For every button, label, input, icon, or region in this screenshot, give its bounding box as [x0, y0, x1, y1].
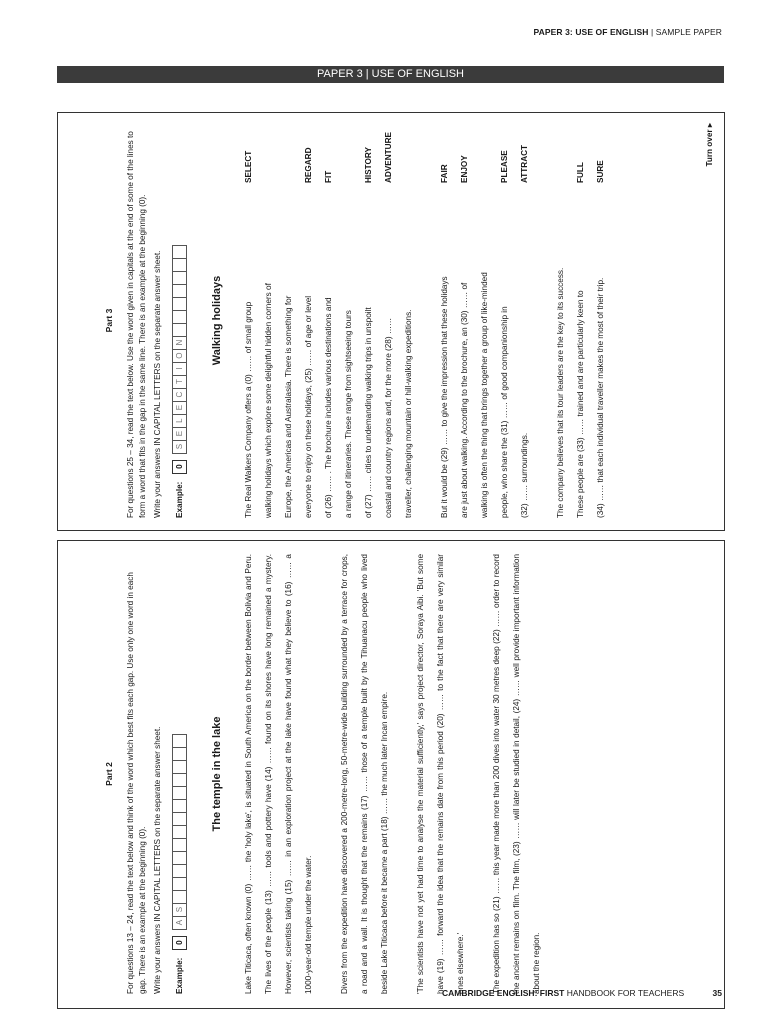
passage-line-text: traveller, challenging mountain or hill-walking expeditions. [404, 309, 413, 518]
passage-line-text: These people are (33) …… trained and are particularly keen to [576, 290, 585, 518]
stem-word: FULL [576, 162, 585, 183]
answer-box [172, 826, 187, 839]
part3-passage-title: Walking holidays [211, 275, 223, 366]
part2-rotated-content [58, 541, 724, 1008]
passage-line [551, 123, 571, 518]
passage-line-text: The Real Walkers Company offers a (0) …… of small group [244, 301, 253, 518]
banner-separator: | [365, 68, 369, 80]
answer-box [172, 298, 187, 311]
answer-box: N [172, 337, 187, 350]
stem-word [475, 123, 495, 183]
footer-brand: CAMBRIDGE ENGLISH: FIRST [442, 988, 565, 998]
stem-word: SELECT [244, 150, 253, 183]
passage-line-text: But it would be (29) …… to give the impression that these holidays [440, 276, 449, 518]
passage-line [455, 123, 475, 518]
part2-paragraph: 'The scientists have not yet had time to analyse the material sufficiently,' says project director, Soraya Aibi. 'But some have (19) …… forward the idea that the remains date from this period (20) …… to the fact that there are very similar ones elsewhere.' [416, 554, 465, 994]
answer-box: A [172, 917, 187, 930]
answer-box: S [172, 904, 187, 917]
part3-passage [239, 123, 611, 518]
part3-rotated-content [58, 113, 724, 530]
part2-example-label: Example: [174, 957, 184, 994]
passage-line-text: everyone to enjoy on these holidays, (25) …… of age or level [304, 295, 313, 518]
answer-box [172, 787, 187, 800]
part3-example-label: Example: [174, 481, 184, 518]
answer-box [172, 748, 187, 761]
stem-word: HISTORY [364, 147, 373, 183]
stem-word: ATTRACT [520, 144, 529, 183]
page-footer [442, 988, 722, 998]
part2-paragraph: Lake Titicaca, often known (0) …… the 'holy lake', is situated in South America on the border between Bolivia and Peru. The lives of the people (13) …… tools and pottery have (14) …… found on its shores have long remained a mystery. However, scientists taking (15) …… in an exploration project at the lake have found what they believe to (16) …… a 1000-year-old temple under the water. [244, 554, 313, 994]
stem-word: SURE [596, 160, 605, 183]
part2-title: Part 2 [104, 762, 114, 786]
passage-line [591, 123, 611, 518]
part3-example-boxes [172, 245, 187, 454]
passage-line-text: coastal and country regions and, for the more (28) …… [384, 317, 393, 518]
header-type: SAMPLE PAPER [655, 27, 722, 37]
stem-word [551, 123, 571, 183]
answer-box [172, 285, 187, 298]
answer-box [172, 734, 187, 748]
answer-box [172, 324, 187, 337]
passage-line [379, 123, 399, 518]
passage-line-text: of (26) …… . The brochure includes various destinations and [324, 297, 333, 518]
paragraph-gap [535, 123, 551, 518]
passage-line-text: walking is often the thing that brings together a group of like-minded [480, 272, 489, 518]
passage-line [239, 123, 259, 518]
running-header [533, 27, 722, 37]
part2-paragraph: The expedition has so (21) …… this year made more than 200 dives into water 30 metres deep (22) …… order to record the ancient remains on film. The film, (23) …… will later be studied in detail, (24) …… well provide important information about the region. [492, 554, 541, 994]
passage-line [359, 123, 379, 518]
passage-line [319, 123, 339, 518]
answer-box [172, 865, 187, 878]
answer-box [172, 245, 187, 259]
answer-box: E [172, 428, 187, 441]
stem-word [339, 123, 359, 183]
passage-line-text: are just about walking. According to the brochure, an (30) …… of [460, 282, 469, 518]
passage-line [475, 123, 495, 518]
passage-line-text: The company believes that its tour leaders are the key to its success. [556, 267, 565, 518]
passage-line [399, 123, 419, 518]
answer-box: S [172, 441, 187, 454]
footer-book: HANDBOOK FOR TEACHERS [566, 988, 685, 998]
answer-box [172, 813, 187, 826]
part2-answer-instructions: Write your answers IN CAPITAL LETTERS on the separate answer sheet. [153, 726, 162, 994]
passage-line [571, 123, 591, 518]
answer-box [172, 839, 187, 852]
passage-line-text: (34) …… that each individual traveller makes the most of their trip. [596, 277, 605, 518]
answer-box [172, 878, 187, 891]
header-paper: PAPER 3: USE OF ENGLISH [533, 27, 649, 37]
part2-page [57, 540, 725, 1009]
passage-line-text: walking holidays which explore some delightful hidden corners of [264, 283, 273, 518]
part2-example-number: 0 [172, 936, 187, 950]
page-number: 35 [712, 988, 722, 998]
passage-line-text: (32) …… surroundings. [520, 432, 529, 518]
part2-example [172, 554, 187, 994]
part3-instructions: For questions 25 – 34, read the text below. Use the word given in capitals at the end of some of the lines to form a word that fits in the gap in the same line. There is an example at the beginning (0). [126, 131, 147, 518]
passage-line-text: a range of itineraries. These range from sightseeing tours [344, 310, 353, 518]
part3-example [172, 123, 187, 518]
answer-box: O [172, 350, 187, 363]
passage-line-text: people, who share the (31) …… of good companionship in [500, 306, 509, 518]
answer-box [172, 852, 187, 865]
answer-box: L [172, 415, 187, 428]
answer-box [172, 311, 187, 324]
part3-example-number: 0 [172, 460, 187, 474]
passage-line [279, 123, 299, 518]
stem-word: REGARD [304, 147, 313, 183]
part2-passage-title: The temple in the lake [211, 716, 223, 832]
passage-line-text: Europe, the Americas and Australasia. There is something for [284, 295, 293, 518]
answer-box: C [172, 389, 187, 402]
banner-right: USE OF ENGLISH [371, 68, 464, 80]
passage-line [435, 123, 455, 518]
answer-box [172, 272, 187, 285]
stem-word: FAIR [440, 164, 449, 183]
part2-example-boxes [172, 734, 187, 930]
passage-line [495, 123, 515, 518]
part3-title: Part 3 [104, 308, 114, 333]
stem-word: ADVENTURE [384, 132, 393, 183]
stem-word: ENJOY [460, 155, 469, 183]
answer-box: T [172, 376, 187, 389]
answer-box: E [172, 402, 187, 415]
answer-box [172, 761, 187, 774]
stem-word: FIT [324, 170, 333, 183]
stem-word [399, 123, 419, 183]
part3-answer-instructions: Write your answers IN CAPITAL LETTERS on the separate answer sheet. [153, 250, 162, 518]
section-banner [57, 66, 724, 83]
answer-box: I [172, 363, 187, 376]
answer-box [172, 259, 187, 272]
passage-line [259, 123, 279, 518]
stem-word [279, 123, 299, 183]
paragraph-gap [419, 123, 435, 518]
banner-left: PAPER 3 [317, 68, 363, 80]
passage-line [515, 123, 535, 518]
answer-box [172, 891, 187, 904]
passage-line [339, 123, 359, 518]
part3-page [57, 112, 725, 531]
passage-line-text: of (27) …… cities to undemanding walking trips in unspoilt [364, 307, 373, 518]
stem-word: PLEASE [500, 150, 509, 183]
stem-word [259, 123, 279, 183]
passage-line [299, 123, 319, 518]
header-separator: | [650, 27, 654, 37]
answer-box [172, 774, 187, 787]
answer-box [172, 800, 187, 813]
part2-paragraph: Divers from the expedition have discovered a 200-metre-long, 50-metre-wide building surrounded by a terrace for crops, a road and a wall. It is thought that the remains (17) …… those of a temple built by the Tihuanacu people who lived beside Lake Titicaca before it became a part (18) …… the much later Incan empire. [340, 554, 389, 994]
turn-over-label: Turn over ▸ [705, 123, 714, 167]
part2-instructions: For questions 13 – 24, read the text below and think of the word which best fits each gap. Use only one word in each gap. There is an example at the beginning (0). [126, 572, 147, 994]
